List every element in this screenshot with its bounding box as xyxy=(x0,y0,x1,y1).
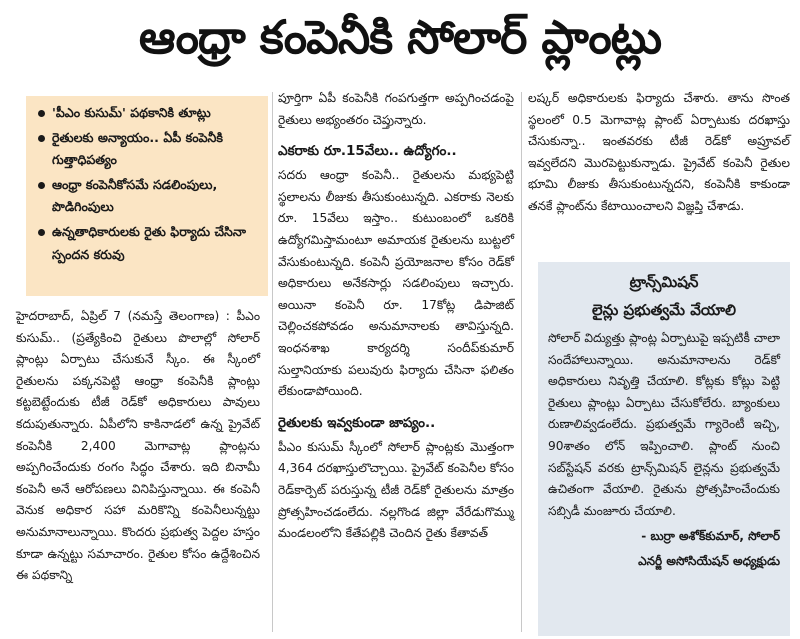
article-paragraph: లష్కర్ అధికారులకు ఫిర్యాదు చేశారు. తాను సొంత స్థలంలో 0.5 మెగావాట్ల ప్లాంట్ ఏర్పాటుకు దరఖాస్తు చేసుకున్నా.. ఇంతవరకు టీజీ రెడ్‌కో అప్రూవల్ ఇవ్వలేదని మొరపెట్టుకున్నాడు. ప్రైవేట్ కంపెనీ రైతుల భూమి లీజుకు తీసుకుంటున్నదని, కంపెనీకి కాకుండా తనకే ప్లాంట్‌ను కేటాయించాలని విజ్ఞప్తి చేశాడు. xyxy=(528,91,790,213)
highlight-item: ఉన్నతాధికారులకు రైతు ఫిర్యాదు చేసినా స్పందన కరువు xyxy=(36,221,262,266)
quote-box-body: సోలార్ విద్యుత్తు ప్లాంట్ల ఏర్పాటుపై ఇప్పటికీ చాలా సందేహాలున్నాయి. అనుమానాలను రెడ్‌కో అధికారులు నివృత్తి చేయాలి. కోట్లకు కోట్లు పెట్టి రైతులు ప్లాంట్లు ఏర్పాటు చేసుకోలేరు. బ్యాంకులు రుణాలివ్వడంలేదు. ప్రభుత్వమే గ్యారెంటీ ఇచ్చి, 90శాతం లోన్ ఇప్పించాలి. ప్లాంట్ నుంచి సబ్‌స్టేషన్ వరకు ట్రాన్స్‌మిషన్ లైన్లను ప్రభుత్వమే ఉచితంగా వేయాలి. రైతును ప్రోత్సహించేందుకు సబ్సిడీ మంజూరు చేయాలి. xyxy=(548,331,780,518)
article-paragraph: సదరు ఆంధ్రా కంపెనీ.. రైతులను మభ్యపెట్టి స్థలాలను లీజుకు తీసుకుంటున్నది. ఎకరాకు నెలకు రూ. 15వేలు ఇస్తాం.. కుటుంబంలో ఒకరికి ఉద్యోగమిస్తామంటూ అమాయక రైతులను బుట్టలో వేసుకుంటున్నది. కంపెనీ ప్రయోజనాల కోసం రెడ్‌కో అధికారులు అనేకసార్లు సడలింపులు ఇచ్చారు. అయినా కంపెనీ రూ. 17కోట్ల డిపాజిట్ చెల్లించకపోవడం అనుమానాలకు తావిస్తున్నది. ఇంధనశాఖ కార్యదర్శి సందీప్‌కుమార్ సుల్తానియాకు పలువురు ఫిర్యాదు చేసినా ఫలితం లేకుండాపోయింది. xyxy=(278,168,514,399)
column-divider xyxy=(272,92,273,632)
quote-box-signature: - బుర్రా అశోక్‌కుమార్, సోలార్ xyxy=(641,529,780,544)
highlight-item: 'పీఎం కుసుమ్' పథకానికి తూట్లు xyxy=(36,102,262,125)
highlights-list xyxy=(36,102,262,266)
headline: ఆంధ్రా కంపెనీకి సోలార్ ప్లాంట్లు xyxy=(138,10,662,64)
highlights-box xyxy=(26,96,268,296)
highlight-item: రైతులకు అన్యాయం.. ఏపీ కంపెనీకి గుత్తాధిపత్యం xyxy=(36,127,262,172)
quote-box xyxy=(538,262,790,636)
article-column-2 xyxy=(278,88,514,545)
quote-box-title: ట్రాన్స్‌మిషన్ xyxy=(629,273,699,291)
article-paragraph: పీఎం కుసుమ్ స్కీంలో సోలార్ ప్లాంట్లకు మొత్తంగా 4,364 దరఖాస్తులొచ్చాయి. ప్రైవేట్ కంపెనీల కోసం రెడ్‌కార్పెట్ పరుస్తున్న టీజీ రెడ్‌కో రైతులను మాత్రం ప్రోత్సహించడంలేదు. నల్లగొండ జిల్లా వేరేడుగొమ్ము మండలంలోని కేతేపల్లికి చెందిన రైతు కేతావత్ xyxy=(278,439,514,541)
article-column-1 xyxy=(16,306,260,587)
article-paragraph: పూర్తిగా ఏపీ కంపెనీకి గంపగుత్తగా అప్పగించడంపై రైతులు అభ్యంతరం చెప్తున్నారు. xyxy=(278,91,514,127)
subheading: రైతులకు ఇవ్వకుండా జాప్యం.. xyxy=(278,414,436,431)
article-column-3 xyxy=(528,88,790,218)
quote-box-signature: ఎనర్జీ అసోసియేషన్ అధ్యక్షుడు xyxy=(638,554,780,569)
column-divider xyxy=(521,92,522,632)
article-paragraph: హైదరాబాద్, ఏప్రిల్ 7 (నమస్తే తెలంగాణ) : పీఎం కుసుమ్.. (ప్రత్యేకించి రైతులు పొలాల్లో సోలార్ ప్లాంట్లు ఏర్పాటు చేసుకునే స్కీం. ఈ స్కీంలో రైతులను పక్కనపెట్టి ఆంధ్రా కంపెనీకి ప్లాంట్లు కట్టబెట్టేందుకు టీజీ రెడ్‌కో అధికారులు పావులు కదుపుతున్నారు. ఏపీలోని కాకినాడలో ఉన్న ప్రైవేట్ కంపెనీకి 2,400 మెగావాట్ల ప్లాంట్లను అప్పగించేందుకు రంగం సిద్ధం చేశారు. ఇది బినామీ కంపెనీ అనే ఆరోపణలు వినిపిస్తున్నాయి. ఈ కంపెనీ వెనుక అధికార సహా మరికొన్ని కంపెనీలున్నట్టు అనుమానాలున్నాయి. కొందరు ప్రభుత్వ పెద్దల హస్తం కూడా ఉన్నట్టు సమాచారం. రైతుల కోసం ఉద్దేశించిన ఈ పథకాన్ని xyxy=(16,309,260,583)
quote-box-title: లైన్లు ప్రభుత్వమే వేయాలి xyxy=(591,301,736,319)
subheading: ఎకరాకు రూ.15వేలు.. ఉద్యోగం.. xyxy=(278,143,457,160)
highlight-item: ఆంధ్రా కంపెనీకోసమే సడలింపులు, పొడిగింపులు xyxy=(36,174,262,219)
